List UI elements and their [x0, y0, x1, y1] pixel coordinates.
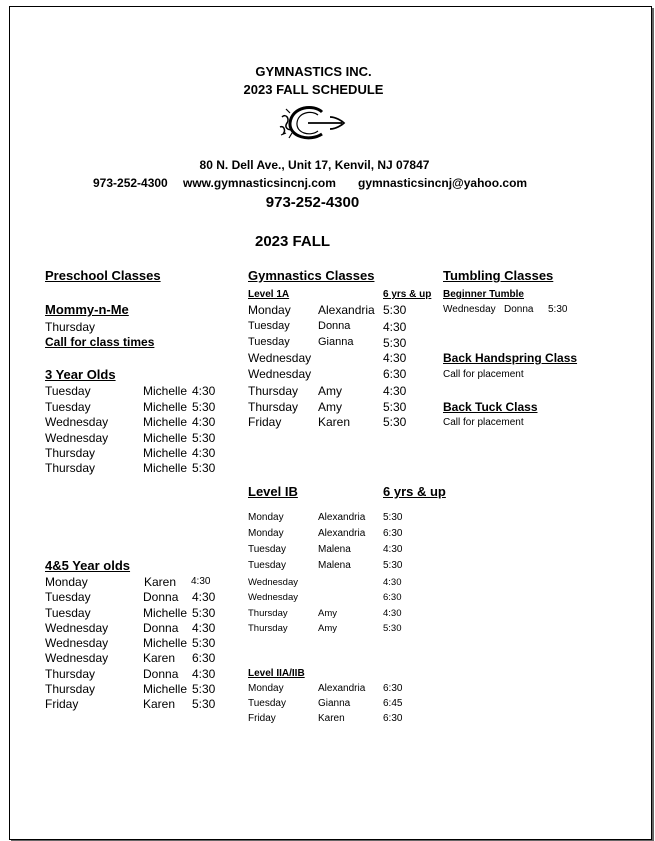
time: 5:30	[192, 636, 216, 650]
time: 5:30	[192, 431, 216, 445]
coach: Karen	[318, 713, 345, 724]
day: Thursday	[45, 446, 96, 460]
time: 4:30	[191, 576, 211, 587]
day: Tuesday	[45, 384, 91, 398]
time: 4:30	[383, 351, 407, 365]
day: Wednesday	[248, 592, 298, 603]
time: 4:30	[192, 667, 216, 681]
coach: Michelle	[143, 682, 188, 696]
time: 4:30	[383, 577, 402, 588]
time: 4:30	[383, 544, 403, 555]
handspring-title: Back Handspring Class	[443, 351, 578, 365]
time: 6:30	[383, 592, 402, 603]
coach: Alexandria	[318, 683, 366, 694]
coach: Donna	[143, 590, 179, 604]
time: 5:30	[192, 697, 216, 711]
day: Monday	[248, 683, 284, 694]
coach: Michelle	[143, 400, 188, 414]
day: Wednesday	[45, 415, 109, 429]
day: Wednesday	[45, 636, 109, 650]
coach: Michelle	[143, 431, 188, 445]
coach: Malena	[318, 544, 351, 555]
tuck-note: Call for placement	[443, 417, 524, 428]
coach: Karen	[318, 415, 351, 429]
day: Tuesday	[248, 544, 286, 555]
time: 6:30	[383, 683, 403, 694]
time: 5:30	[548, 304, 568, 315]
three-year-title: 3 Year Olds	[45, 367, 116, 382]
phone: 973-252-4300	[93, 176, 168, 190]
coach: Donna	[143, 621, 179, 635]
day: Tuesday	[45, 606, 91, 620]
phone-large: 973-252-4300	[265, 194, 360, 211]
coach: Karen	[143, 697, 176, 711]
time: 5:30	[383, 560, 403, 571]
coach: Gianna	[318, 698, 351, 709]
day: Monday	[248, 528, 284, 539]
season-title: 2023 FALL	[254, 233, 331, 250]
day: Wednesday	[45, 651, 109, 665]
day: Wednesday	[248, 351, 312, 365]
time: 4:30	[192, 384, 216, 398]
time: 5:30	[383, 415, 407, 429]
level1a-ages: 6 yrs & up	[383, 289, 432, 300]
website: www.gymnasticsincnj.com	[183, 176, 336, 190]
time: 5:30	[192, 400, 216, 414]
mommy-day: Thursday	[45, 320, 96, 334]
time: 5:30	[192, 606, 216, 620]
day: Thursday	[45, 667, 96, 681]
schedule-page	[9, 6, 652, 840]
day: Tuesday	[248, 698, 286, 709]
day: Thursday	[248, 400, 299, 414]
time: 4:30	[383, 608, 402, 619]
coach: Donna	[318, 320, 351, 332]
level1b-title: Level IB	[248, 484, 298, 499]
coach: Malena	[318, 560, 351, 571]
mommy-title: Mommy-n-Me	[45, 302, 129, 317]
time: 6:30	[383, 713, 403, 724]
day: Monday	[248, 512, 284, 523]
email: gymnasticsincnj@yahoo.com	[358, 176, 528, 190]
day: Tuesday	[248, 336, 290, 348]
coach: Donna	[504, 304, 534, 315]
gymnastics-title: Gymnastics Classes	[248, 268, 375, 283]
coach: Michelle	[143, 384, 188, 398]
day: Wednesday	[443, 304, 496, 315]
coach: Amy	[318, 608, 337, 619]
time: 4:30	[383, 384, 407, 398]
coach: Gianna	[318, 336, 354, 348]
time: 4:30	[192, 446, 216, 460]
day: Friday	[248, 713, 276, 724]
coach: Donna	[143, 667, 179, 681]
time: 5:30	[383, 336, 407, 350]
coach: Alexandria	[318, 528, 366, 539]
day: Thursday	[248, 384, 299, 398]
level2-title: Level IIA/IIB	[248, 668, 305, 679]
day: Tuesday	[45, 590, 91, 604]
handspring-note: Call for placement	[443, 369, 524, 380]
day: Thursday	[45, 682, 96, 696]
time: 5:30	[383, 303, 407, 317]
coach: Karen	[143, 651, 176, 665]
day: Wednesday	[45, 621, 109, 635]
four-five-title: 4&5 Year olds	[45, 558, 131, 573]
time: 5:30	[192, 461, 216, 475]
mommy-note: Call for class times	[45, 335, 155, 349]
time: 6:30	[192, 651, 216, 665]
coach: Amy	[318, 400, 342, 414]
coach: Michelle	[143, 446, 188, 460]
day: Tuesday	[248, 320, 290, 332]
time: 4:30	[192, 590, 216, 604]
level1a-title: Level 1A	[248, 289, 290, 300]
day: Tuesday	[45, 400, 91, 414]
time: 4:30	[192, 621, 216, 635]
coach: Alexandria	[318, 512, 366, 523]
coach: Michelle	[143, 606, 188, 620]
coach: Amy	[318, 384, 342, 398]
coach: Michelle	[143, 636, 188, 650]
preschool-title: Preschool Classes	[45, 268, 161, 283]
time: 6:45	[383, 698, 403, 709]
day: Tuesday	[248, 560, 286, 571]
day: Wednesday	[248, 367, 312, 381]
level1b-ages: 6 yrs & up	[383, 484, 446, 499]
day: Monday	[45, 575, 88, 589]
tumbling-title: Tumbling Classes	[443, 268, 554, 283]
company-name: GYMNASTICS INC.	[255, 64, 372, 79]
day: Friday	[45, 697, 79, 711]
time: 4:30	[383, 320, 407, 334]
coach: Alexandria	[318, 303, 375, 317]
coach: Karen	[144, 575, 177, 589]
day: Thursday	[45, 461, 96, 475]
day: Friday	[248, 415, 282, 429]
time: 6:30	[383, 528, 403, 539]
coach: Michelle	[143, 415, 188, 429]
time: 5:30	[383, 512, 403, 523]
company-logo	[278, 103, 350, 143]
day: Wednesday	[45, 431, 109, 445]
beginner-tumble-title: Beginner Tumble	[443, 289, 524, 300]
day: Monday	[248, 303, 291, 317]
coach: Amy	[318, 623, 337, 634]
address: 80 N. Dell Ave., Unit 17, Kenvil, NJ 07847	[199, 158, 430, 172]
schedule-title: 2023 FALL SCHEDULE	[243, 82, 384, 97]
tuck-title: Back Tuck Class	[443, 400, 538, 414]
coach: Michelle	[143, 461, 188, 475]
day: Thursday	[248, 608, 288, 619]
day: Thursday	[248, 623, 288, 634]
day: Wednesday	[248, 577, 298, 588]
time: 6:30	[383, 367, 407, 381]
time: 4:30	[192, 415, 216, 429]
time: 5:30	[192, 682, 216, 696]
time: 5:30	[383, 400, 407, 414]
time: 5:30	[383, 623, 402, 634]
